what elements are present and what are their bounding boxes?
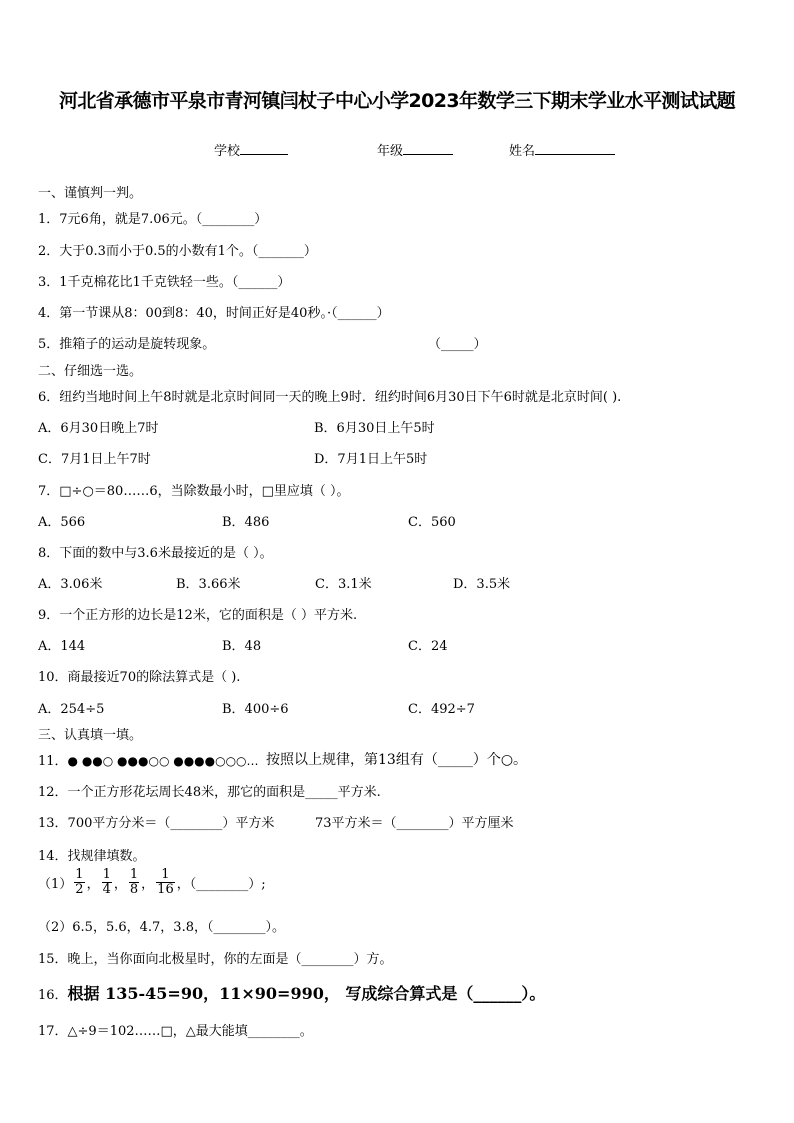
question-5-answer: （_____） xyxy=(428,337,487,352)
question-15: 15．晚上，当你面向北极星时，你的左面是（________）方。 xyxy=(38,952,393,967)
q10-option-c[interactable]: C．492÷7 xyxy=(408,702,475,717)
section-1-heading: 一、谨慎判一判。 xyxy=(38,186,143,201)
name-field xyxy=(509,140,615,159)
question-2: 2．大于0.3而小于0.5的小数有1个。（_______） xyxy=(38,244,317,259)
question-11-pattern: ● ●●○ ●●●○○ ●●●●○○○… xyxy=(67,754,259,768)
name-blank[interactable] xyxy=(535,142,615,155)
fraction-numerator: 1 xyxy=(129,867,139,882)
q8-option-b[interactable]: B．3.66米 xyxy=(176,577,241,592)
question-11-number: 11． xyxy=(38,754,68,769)
question-7: 7．□÷○＝80……6，当除数最小时，□里应填（ ）。 xyxy=(38,484,350,499)
q6-option-a[interactable]: A．6月30日晚上7时 xyxy=(38,421,159,436)
question-10: 10．商最接近70的除法算式是（ ). xyxy=(38,670,241,685)
q6-option-d[interactable]: D．7月1日上午5时 xyxy=(314,452,428,467)
question-5: 5．推箱子的运动是旋转现象。 xyxy=(38,337,216,352)
fraction-1-4 xyxy=(102,868,112,897)
q9-option-c[interactable]: C．24 xyxy=(408,639,448,654)
question-11-text: 按照以上规律，第13组有（_____）个○。 xyxy=(266,752,528,768)
question-1: 1．7元6角，就是7.06元。（________） xyxy=(38,212,268,227)
question-13b: 73平方米＝（________）平方厘米 xyxy=(315,816,514,831)
q9-option-a[interactable]: A．144 xyxy=(38,639,86,654)
fraction-1-16 xyxy=(156,868,175,897)
school-blank[interactable] xyxy=(240,142,288,155)
fraction-denominator: 16 xyxy=(157,882,174,897)
name-label: 姓名 xyxy=(509,144,536,159)
fraction-denominator: 8 xyxy=(129,882,139,897)
q6-option-c[interactable]: C．7月1日上午7时 xyxy=(38,452,151,467)
question-14-part-2: （2）6.5，5.6，4.7，3.8，（________）。 xyxy=(38,920,285,935)
question-16-text: 根据 135-45=90，11×90=990， 写成综合算式是（______）。 xyxy=(67,984,546,1003)
fraction-denominator: 2 xyxy=(75,882,84,897)
q8-option-d[interactable]: D．3.5米 xyxy=(453,577,511,592)
q7-option-a[interactable]: A．566 xyxy=(38,515,86,530)
question-4: 4．第一节课从8：00到8：40，时间正好是40秒。·（______） xyxy=(38,306,390,321)
question-6: 6．纽约当地时间上午8时就是北京时间同一天的晚上9时．纽约时间6月30日下午6时就是北京时间( ). xyxy=(38,390,622,405)
question-11 xyxy=(38,750,259,769)
fraction-1-2 xyxy=(74,868,84,897)
fraction-numerator: 1 xyxy=(102,867,111,882)
fraction-denominator: 4 xyxy=(102,882,111,897)
q6-option-b[interactable]: B．6月30日上午5时 xyxy=(314,421,435,436)
question-16-number: 16． xyxy=(38,988,68,1003)
question-3: 3．1千克棉花比1千克铁轻一些。（______） xyxy=(38,275,291,290)
grade-label: 年级 xyxy=(377,144,404,159)
q14-1-tail: ，（________）; xyxy=(176,877,266,892)
page-title: 河北省承德市平泉市青河镇闫杖子中心小学2023年数学三下期末学业水平测试试题 xyxy=(58,90,736,112)
q10-option-a[interactable]: A．254÷5 xyxy=(38,702,105,717)
section-3-heading: 三、认真填一填。 xyxy=(38,728,143,743)
q7-option-c[interactable]: C．560 xyxy=(408,515,456,530)
q10-option-b[interactable]: B．400÷6 xyxy=(222,702,289,717)
section-2-heading: 二、仔细选一选。 xyxy=(38,364,143,379)
fraction-1-8 xyxy=(129,868,139,897)
q9-option-b[interactable]: B．48 xyxy=(222,639,262,654)
question-14: 14．找规律填数。 xyxy=(38,849,146,864)
question-14-part-1: （1） $\frac{1}{2}$ ， $\frac{1}{4}$ ， $\frac{1}{8}$ ， $\frac{1}{16}$ ，（________）; xyxy=(38,867,266,897)
question-8: 8．下面的数中与3.6米最接近的是（ ）。 xyxy=(38,546,273,561)
q7-option-b[interactable]: B．486 xyxy=(222,515,270,530)
q14-1-label: （1） xyxy=(38,877,73,892)
grade-blank[interactable] xyxy=(403,142,453,155)
grade-field xyxy=(377,140,453,159)
q8-option-a[interactable]: A．3.06米 xyxy=(38,577,103,592)
question-9: 9．一个正方形的边长是12米，它的面积是（ ）平方米. xyxy=(38,608,358,623)
fraction-numerator: 1 xyxy=(75,867,84,882)
fraction-numerator: 1 xyxy=(161,867,170,882)
question-16 xyxy=(38,981,545,1004)
school-label: 学校 xyxy=(214,144,241,159)
question-12: 12．一个正方形花坛周长48米，那它的面积是_____平方米. xyxy=(38,785,381,800)
q8-option-c[interactable]: C．3.1米 xyxy=(315,577,372,592)
school-field xyxy=(214,140,288,159)
question-13a: 13．700平方分米＝（________）平方米 xyxy=(38,816,275,831)
question-17: 17．△÷9＝102……□，△最大能填________。 xyxy=(38,1024,313,1039)
